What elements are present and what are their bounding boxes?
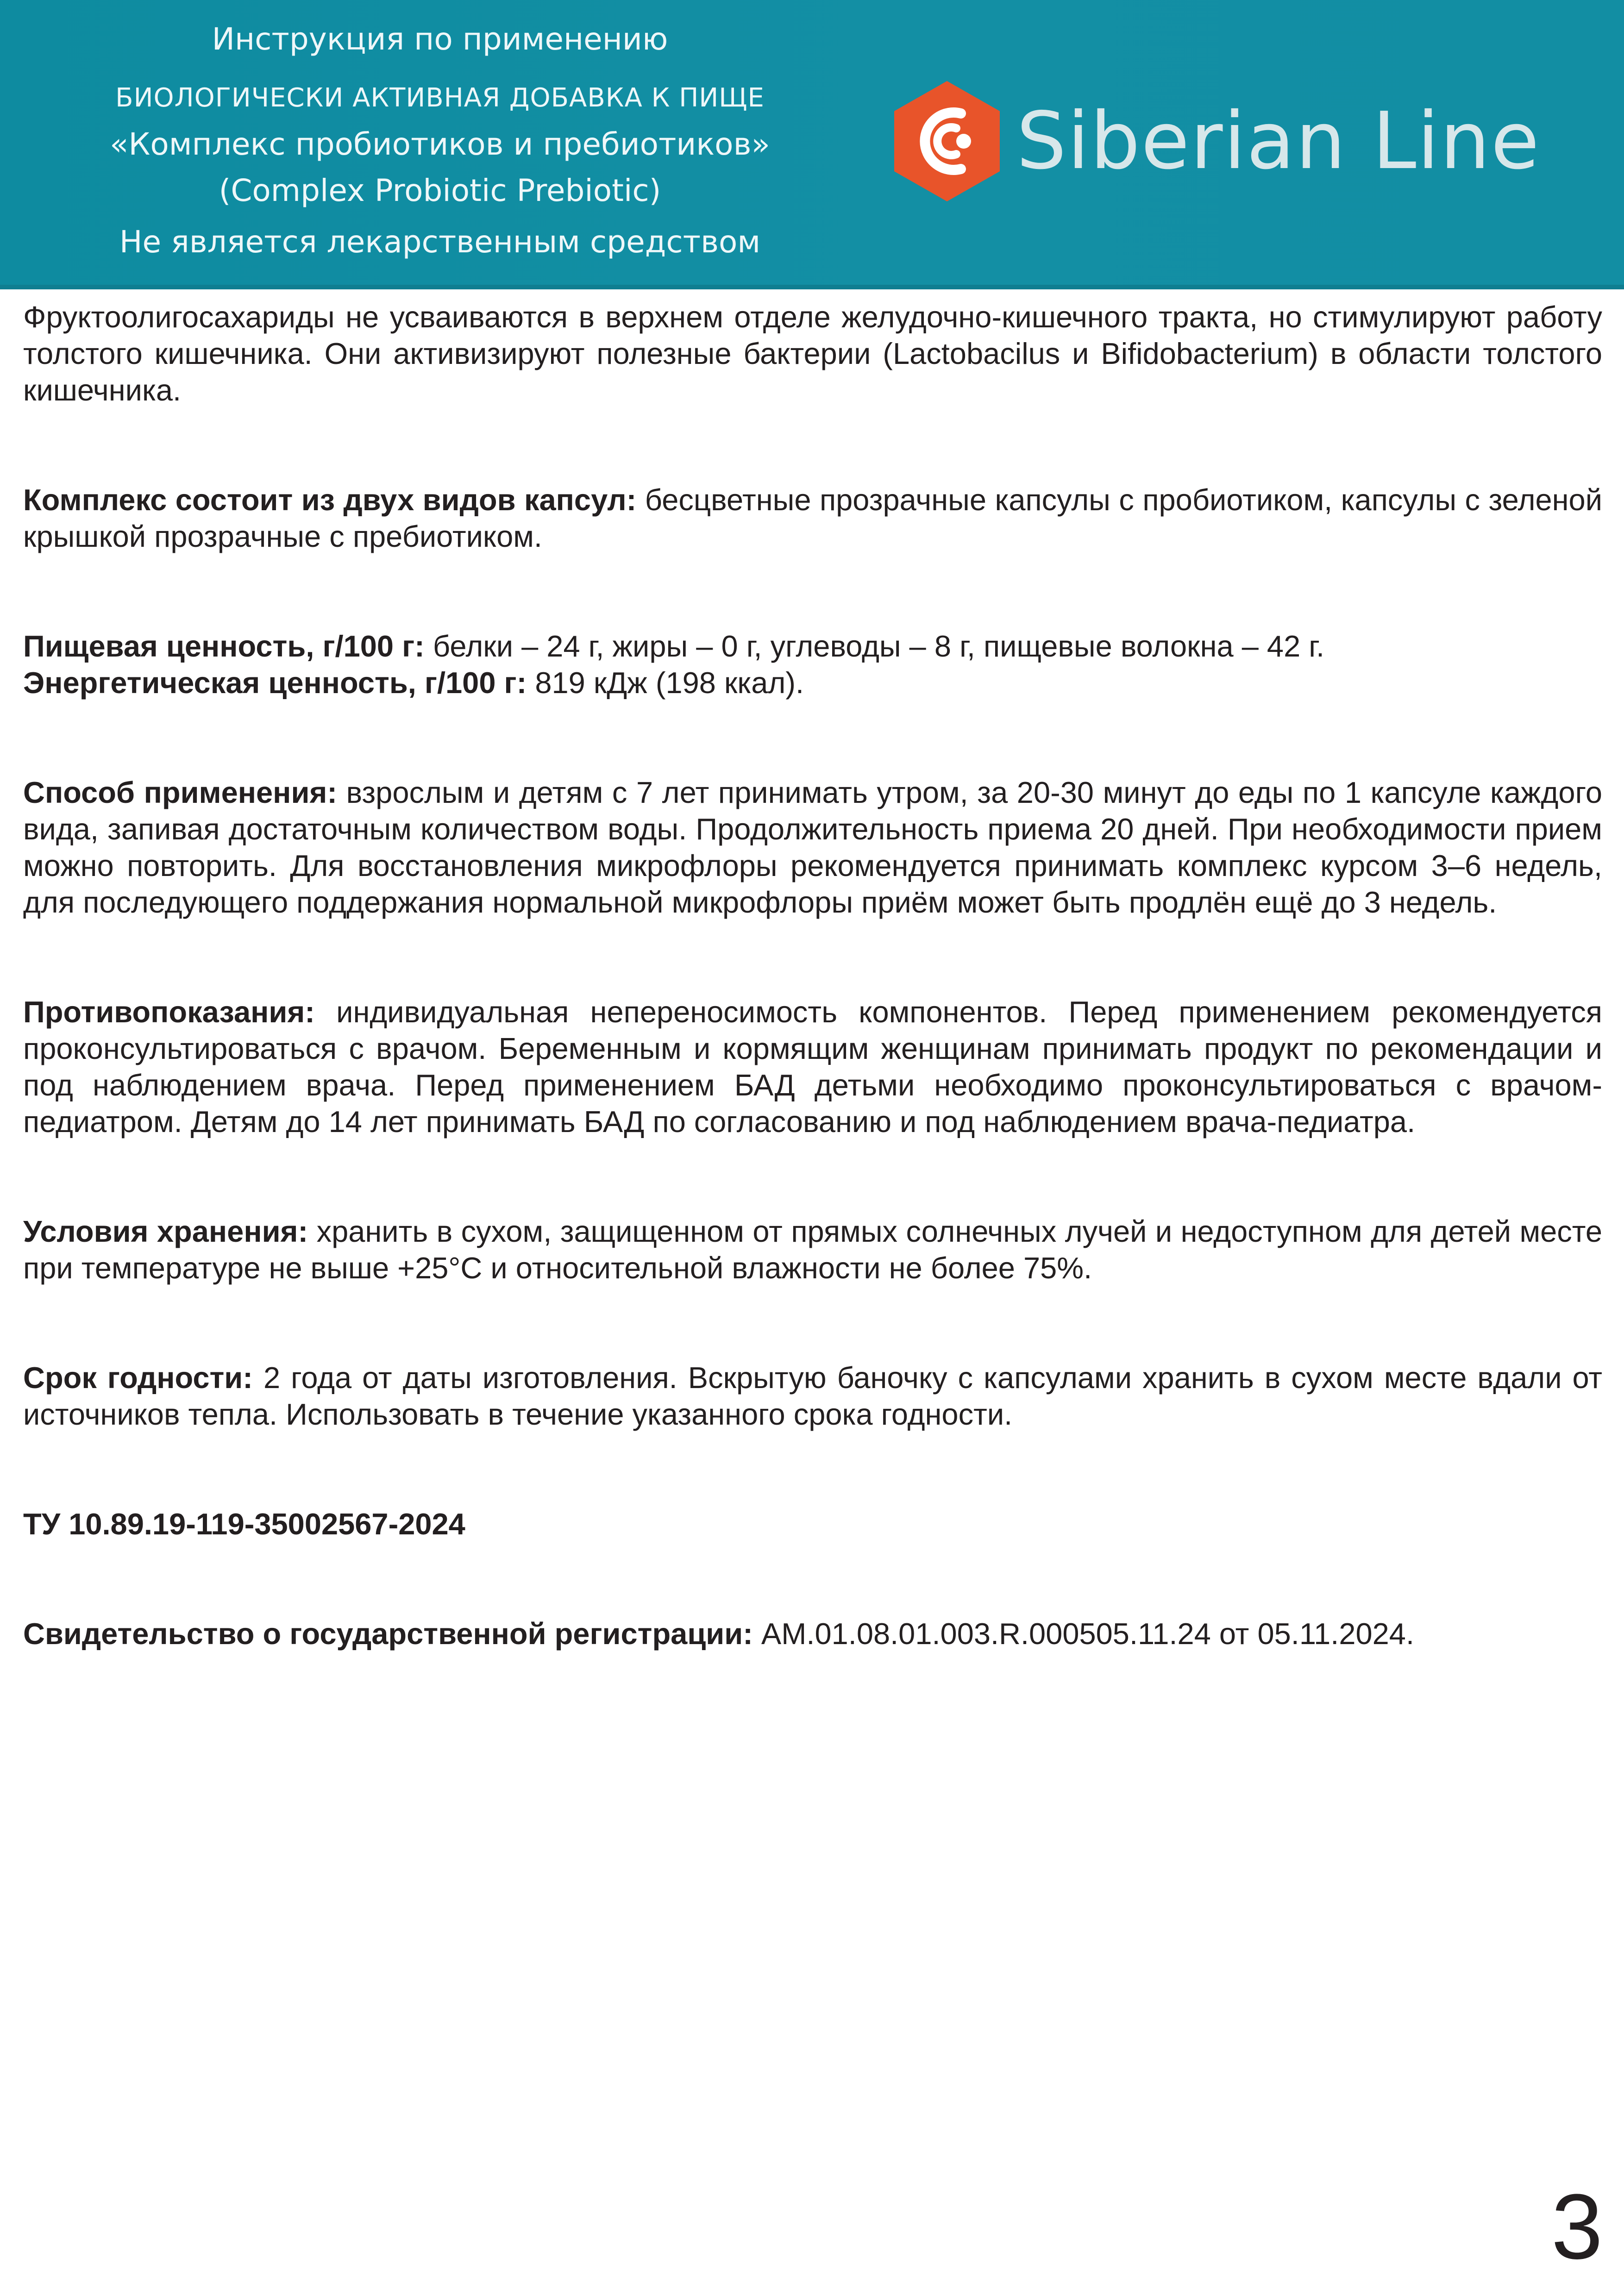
shelf-life-label: Срок годности: <box>23 1361 253 1395</box>
usage-text: взрослым и детям с 7 лет принимать утром, за 20-30 минут до еды по 1 капсуле каждого вида, запивая достаточным количеством воды. Продолжительность приема 20 дней. При необходимости прием можно повторить. Для восстановления микрофлоры рекомендуется принимать комплекс курсом 3–6 недель, для последующего поддержания нормальной микрофлоры приём может быть продлён ещё до 3 недель. <box>23 776 1602 919</box>
contraindications-label: Противопоказания: <box>23 995 315 1029</box>
tu-code: ТУ 10.89.19-119-35002567-2024 <box>23 1507 465 1541</box>
composition-label: Комплекс состоит из двух видов капсул: <box>23 483 637 517</box>
composition-text: бесцветные прозрачные капсулы с пробиотиком, капсулы с зеленой крышкой прозрачные с пребиотиком. <box>23 483 1603 553</box>
composition-paragraph <box>23 482 1602 555</box>
siberian-line-logo-icon <box>891 81 1003 201</box>
contraindications-text: индивидуальная непереносимость компонентов. Перед применением рекомендуется проконсультироваться с врачом. Беременным и кормящим женщинам принимать продукт по рекомендации и под наблюдением врача. Перед применением БАД детьми необходимо проконсультироваться с врачом-педиатром. Детям до 14 лет принимать БАД по согласованию и под наблюдением врача-педиатра. <box>23 995 1602 1139</box>
page-number: 3 <box>1551 2175 1603 2278</box>
usage-label: Способ применения: <box>23 776 337 809</box>
brand-name: Siberian Line <box>1016 95 1540 187</box>
contraindications-paragraph <box>23 994 1602 1140</box>
product-category: БИОЛОГИЧЕСКИ АКТИВНАЯ ДОБАВКА К ПИЩЕ <box>115 83 765 113</box>
header-title-block <box>0 14 880 268</box>
shelf-life-text: 2 года от даты изготовления. Вскрытую баночку с капсулами хранить в сухом месте вдали от источников тепла. Использовать в течение указанного срока годности. <box>23 1361 1602 1431</box>
shelf-life-paragraph <box>23 1359 1602 1433</box>
not-medicine-note: Не является лекарственным средством <box>119 224 761 260</box>
product-name-ru: «Комплекс пробиотиков и пребиотиков» <box>110 126 770 162</box>
registration-label: Свидетельство о государственной регистрации: <box>23 1617 753 1651</box>
usage-paragraph <box>23 774 1602 920</box>
storage-paragraph <box>23 1213 1602 1286</box>
product-name-en: (Complex Probiotic Prebiotic) <box>219 173 661 208</box>
nutrition-paragraph <box>23 628 1602 664</box>
header-banner <box>0 0 1624 289</box>
nutrition-text: белки – 24 г, жиры – 0 г, углеводы – 8 г, пищевые волокна – 42 г. <box>433 629 1325 663</box>
storage-label: Условия хранения: <box>23 1214 308 1248</box>
instruction-title: Инструкция по применению <box>212 21 668 57</box>
fos-text: Фруктоолигосахариды не усваиваются в верхнем отделе желудочно-кишечного тракта, но стимулируют работу толстого кишечника. Они активизируют полезные бактерии (Lactobacilus и Bifidobacterium) в области толстого кишечника. <box>23 300 1602 407</box>
tu-paragraph <box>23 1506 1602 1542</box>
registration-paragraph <box>23 1615 1602 1652</box>
fos-paragraph <box>23 299 1602 408</box>
energy-label: Энергетическая ценность, г/100 г: <box>23 666 527 700</box>
instruction-body <box>23 299 1602 1725</box>
nutrition-label: Пищевая ценность, г/100 г: <box>23 629 425 663</box>
storage-text: хранить в сухом, защищенном от прямых солнечных лучей и недоступном для детей месте при температуре не выше +25°С и относительной влажности не более 75%. <box>23 1214 1602 1285</box>
energy-paragraph <box>23 664 1602 701</box>
energy-text: 819 кДж (198 ккал). <box>535 666 804 700</box>
registration-text: AM.01.08.01.003.R.000505.11.24 от 05.11.2024. <box>761 1617 1415 1651</box>
